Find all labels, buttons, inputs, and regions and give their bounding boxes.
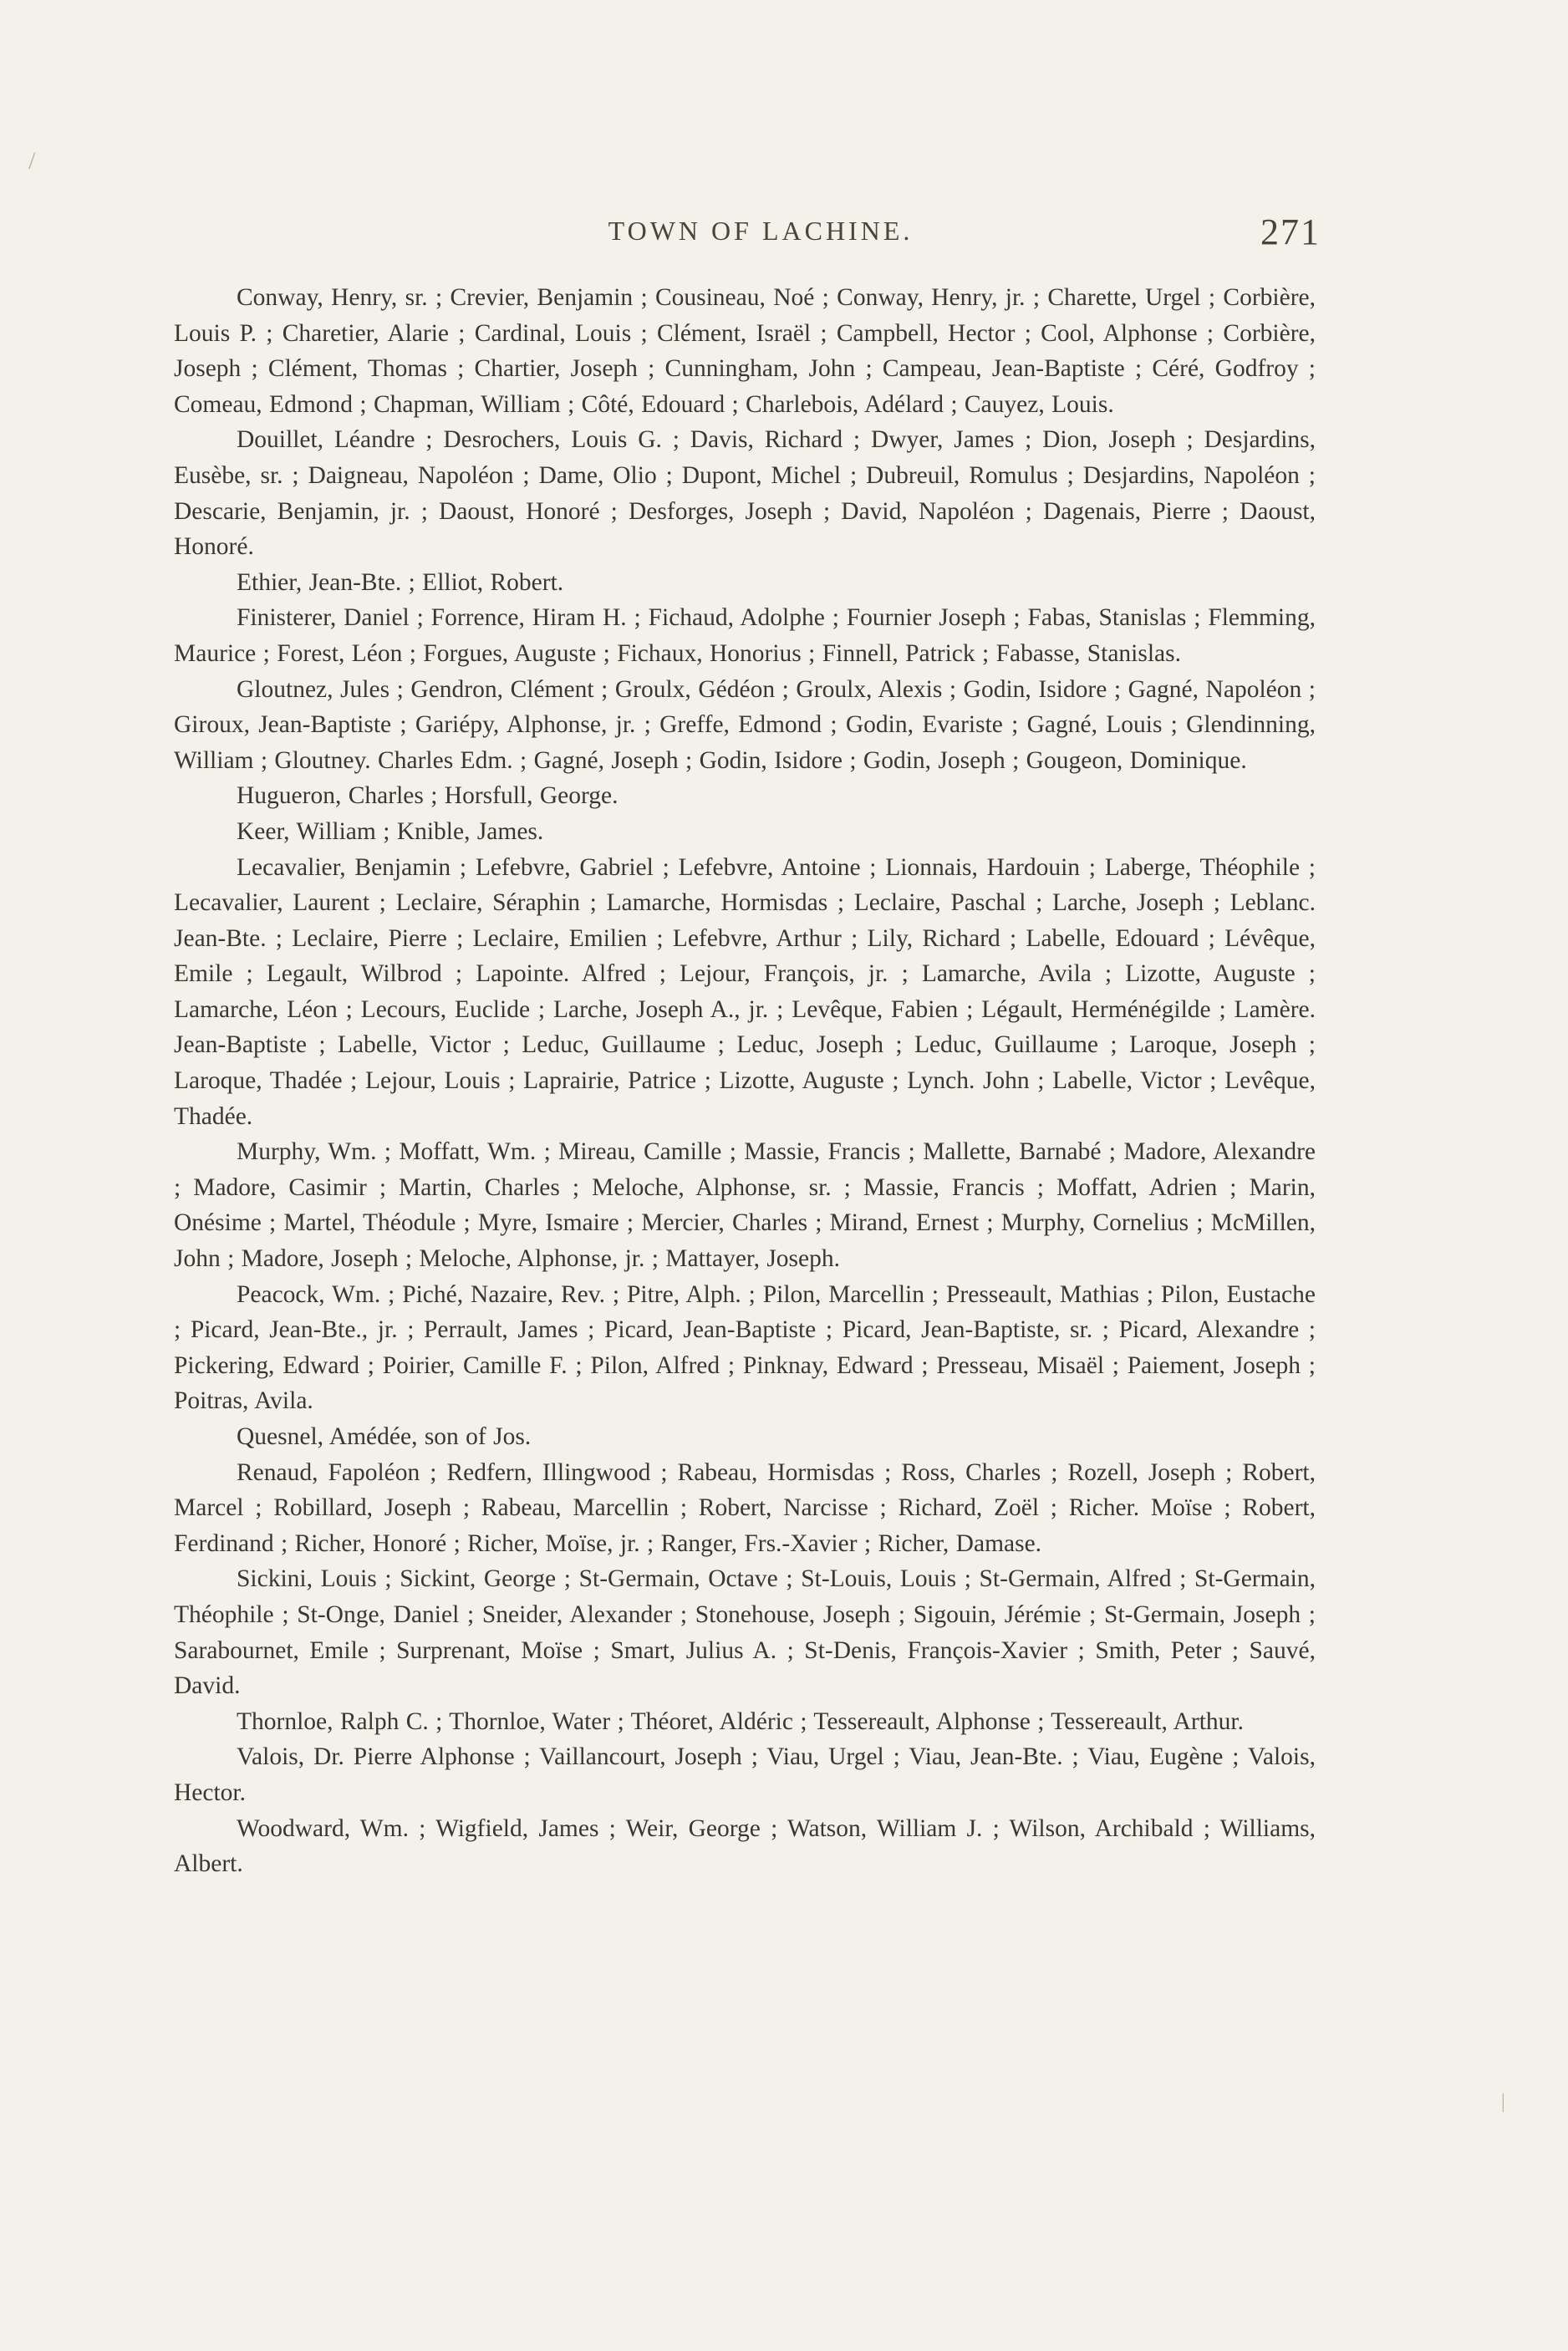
page-number: 271 <box>1260 211 1321 252</box>
paragraph-r: Renaud, Fapoléon ; Redfern, Illingwood ; Rabeau, Hormisdas ; Ross, Charles ; Rozell, Joseph ; Robert, Marcel ; Robillard, Joseph ; Rabeau, Marcellin ; Robert, Narcisse ; Richard, Zoël ; Richer. Moïse ; Robert, Ferdinand ; Richer, Honoré ; Richer, Moïse, jr. ; Ranger, Frs.-Xavier ; Richer, Damase. <box>174 1458 1316 1557</box>
paragraph-m: Murphy, Wm. ; Moffatt, Wm. ; Mireau, Camille ; Massie, Francis ; Mallette, Barnabé ; Madore, Alexandre ; Madore, Casimir ; Martin, Charles ; Meloche, Alphonse, sr. ; Massie, Francis ; Moffatt, Adrien ; Marin, Onésime ; Martel, Théodule ; Myre, Ismaire ; Mercier, Charles ; Mirand, Ernest ; Murphy, Cornelius ; McMillen, John ; Madore, Joseph ; Meloche, Alphonse, jr. ; Mattayer, Joseph. <box>174 1138 1316 1273</box>
margin-mark: / <box>28 147 36 175</box>
paragraph-h: Hugueron, Charles ; Horsfull, George. <box>237 782 619 810</box>
paragraph-v: Valois, Dr. Pierre Alphonse ; Vaillancourt, Joseph ; Viau, Urgel ; Viau, Jean-Bte. ; Viau, Eugène ; Valois, Hector. <box>174 1743 1316 1806</box>
paragraph-q: Quesnel, Amédée, son of Jos. <box>237 1423 532 1450</box>
paragraph-c: Conway, Henry, sr. ; Crevier, Benjamin ; Cousineau, Noé ; Conway, Henry, jr. ; Charette, Urgel ; Corbière, Louis P. ; Charetier, Alarie ; Cardinal, Louis ; Clément, Israël ; Campbell, Hector ; Cool, Alphonse ; Corbière, Joseph ; Clément, Thomas ; Chartier, Joseph ; Cunningham, John ; Campeau, Jean-Baptiste ; Céré, Godfroy ; Comeau, Edmond ; Chapman, William ; Côté, Edouard ; Charlebois, Adélard ; Cauyez, Louis. <box>174 284 1316 418</box>
paragraph-e: Ethier, Jean-Bte. ; Elliot, Robert. <box>237 568 564 596</box>
name-list <box>174 280 1316 1882</box>
paragraph-s: Sickini, Louis ; Sickint, George ; St-Germain, Octave ; St-Louis, Louis ; St-Germain, Alfred ; St-Germain, Théophile ; St-Onge, Daniel ; Sneider, Alexander ; Stonehouse, Joseph ; Sigouin, Jérémie ; St-Germain, Joseph ; Sarabournet, Emile ; Surprenant, Moïse ; Smart, Julius A. ; St-Denis, François-Xavier ; Smith, Peter ; Sauvé, David. <box>174 1565 1316 1700</box>
running-title: TOWN OF LACHINE. <box>608 216 914 246</box>
paragraph-k: Keer, William ; Knible, James. <box>237 817 544 845</box>
paragraph-f: Finisterer, Daniel ; Forrence, Hiram H. ; Fichaud, Adolphe ; Fournier Joseph ; Fabas, Stanislas ; Flemming, Maurice ; Forest, Léon ; Forgues, Auguste ; Fichaux, Honorius ; Finnell, Patrick ; Fabasse, Stanislas. <box>174 604 1316 667</box>
paragraph-t: Thornloe, Ralph C. ; Thornloe, Water ; Théoret, Aldéric ; Tessereault, Alphonse ; Tessereault, Arthur. <box>237 1707 1245 1735</box>
paragraph-g: Gloutnez, Jules ; Gendron, Clément ; Groulx, Gédéon ; Groulx, Alexis ; Godin, Isidore ; Gagné, Napoléon ; Giroux, Jean-Baptiste ; Gariépy, Alphonse, jr. ; Greffe, Edmond ; Godin, Evariste ; Gagné, Louis ; Glendinning, William ; Gloutney. Charles Edm. ; Gagné, Joseph ; Godin, Isidore ; Godin, Joseph ; Gougeon, Dominique. <box>174 675 1316 774</box>
paragraph-w: Woodward, Wm. ; Wigfield, James ; Weir, George ; Watson, William J. ; Wilson, Archibald ; Williams, Albert. <box>174 1814 1316 1878</box>
paragraph-p: Peacock, Wm. ; Piché, Nazaire, Rev. ; Pitre, Alph. ; Pilon, Marcellin ; Presseault, Mathias ; Pilon, Eustache ; Picard, Jean-Bte., jr. ; Perrault, James ; Picard, Jean-Baptiste ; Picard, Jean-Baptiste, sr. ; Picard, Alexandre ; Pickering, Edward ; Poirier, Camille F. ; Pilon, Alfred ; Pinknay, Edward ; Presseau, Misaël ; Paiement, Joseph ; Poitras, Avila. <box>174 1280 1316 1415</box>
paragraph-d: Douillet, Léandre ; Desrochers, Louis G. ; Davis, Richard ; Dwyer, James ; Dion, Joseph ; Desjardins, Eusèbe, sr. ; Daigneau, Napoléon ; Dame, Olio ; Dupont, Michel ; Dubreuil, Romulus ; Desjardins, Napoléon ; Descarie, Benjamin, jr. ; Daoust, Honoré ; Desforges, Joseph ; David, Napoléon ; Dagenais, Pierre ; Daoust, Honoré. <box>174 426 1316 561</box>
margin-mark: | <box>1501 2091 1505 2113</box>
paragraph-l: Lecavalier, Benjamin ; Lefebvre, Gabriel ; Lefebvre, Antoine ; Lionnais, Hardouin ; Laberge, Théophile ; Lecavalier, Laurent ; Leclaire, Séraphin ; Lamarche, Hormisdas ; Leclaire, Paschal ; Larche, Joseph ; Leblanc. Jean-Bte. ; Leclaire, Pierre ; Leclaire, Emilien ; Lefebvre, Arthur ; Lily, Richard ; Labelle, Edouard ; Lévêque, Emile ; Legault, Wilbrod ; Lapointe. Alfred ; Lejour, François, jr. ; Lamarche, Avila ; Lizotte, Auguste ; Lamarche, Léon ; Lecours, Euclide ; Larche, Joseph A., jr. ; Levêque, Fabien ; Légault, Herménégilde ; Lamère. Jean-Baptiste ; Labelle, Victor ; Leduc, Guillaume ; Leduc, Joseph ; Leduc, Guillaume ; Laroque, Joseph ; Laroque, Thadée ; Lejour, Louis ; Laprairie, Patrice ; Lizotte, Auguste ; Lynch. John ; Labelle, Victor ; Levêque, Thadée. <box>174 853 1316 1130</box>
